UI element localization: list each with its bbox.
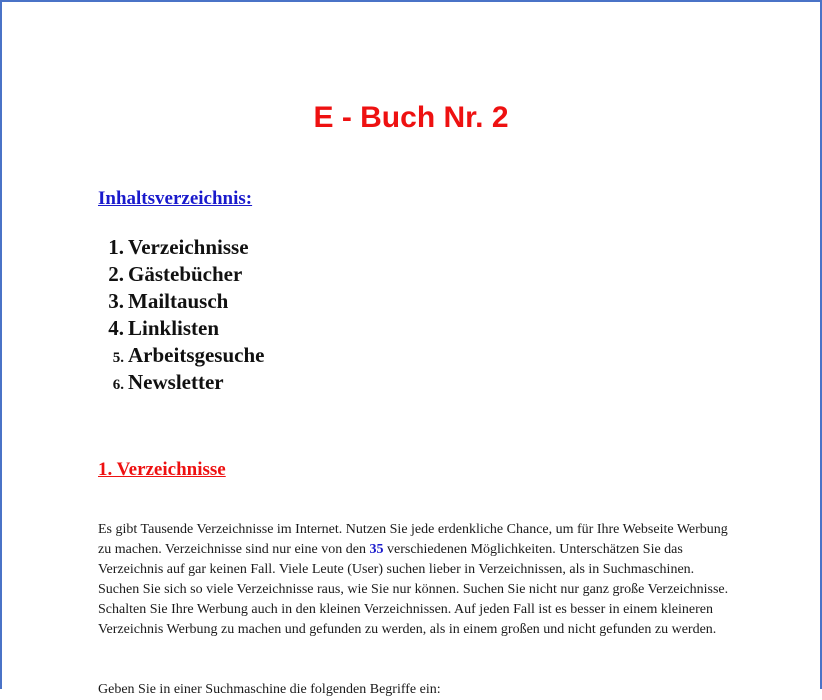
toc-item-number: 2. — [108, 262, 124, 286]
toc-item-label: Verzeichnisse — [128, 235, 249, 259]
highlight-number: 35 — [369, 542, 384, 557]
section-paragraph — [98, 520, 738, 640]
toc-item-label: Linklisten — [128, 316, 220, 340]
toc-item-label: Newsletter — [128, 370, 224, 394]
toc-heading-link[interactable]: Inhaltsverzeichnis: — [98, 188, 253, 209]
section-heading-verzeichnisse[interactable]: 1. Verzeichnisse — [98, 459, 226, 480]
section-paragraph-2: Geben Sie in einer Suchmaschine die folgenden Begriffe ein: — [98, 682, 441, 697]
toc-item-number: 5. — [112, 350, 124, 366]
toc-item-verzeichnisse — [98, 234, 264, 261]
paragraph-text-before: Es gibt Tausende Verzeichnisse im Internet. Nutzen Sie jede erdenkliche Chance, um für Ihre Webseite Werbung zu machen. Verzeichnisse sind nur eine von den — [98, 522, 728, 557]
toc-item-number: 3. — [108, 289, 124, 313]
toc-item-label: Gästebücher — [128, 262, 243, 286]
toc-item-label: Mailtausch — [128, 289, 229, 313]
toc-item-number: 4. — [108, 316, 124, 340]
toc-item-number: 6. — [112, 377, 124, 393]
toc-item-newsletter — [98, 369, 264, 396]
toc-item-label: Arbeitsgesuche — [128, 343, 265, 367]
toc-item-mailtausch — [98, 288, 264, 315]
document-title: E - Buch Nr. 2 — [313, 101, 509, 134]
toc-item-arbeitsgesuche — [98, 342, 264, 369]
toc-item-number: 1. — [108, 235, 124, 259]
document-page — [2, 2, 820, 697]
paragraph-text-after: verschiedenen Möglichkeiten. Unterschätzen Sie das Verzeichnis auf gar keinen Fall. Viele Leute (User) suchen lieber in Verzeichnissen, als in Suchmaschinen. Suchen Sie sich so viele Verzeichnisse raus, wie Sie nur können. Suchen Sie nicht nur ganz große Verzeichnisse. Schalten Sie Ihre Werbung auch in den kleinen Verzeichnissen. Auf jeden Fall ist es besser in einem kleineren Verzeichnis Werbung zu machen und gefunden zu werden, als in einem großen und nicht gefunden zu werden. — [98, 542, 729, 637]
toc-item-gaestebuecher — [98, 261, 264, 288]
toc-item-linklisten — [98, 315, 264, 342]
toc-list — [98, 234, 264, 396]
